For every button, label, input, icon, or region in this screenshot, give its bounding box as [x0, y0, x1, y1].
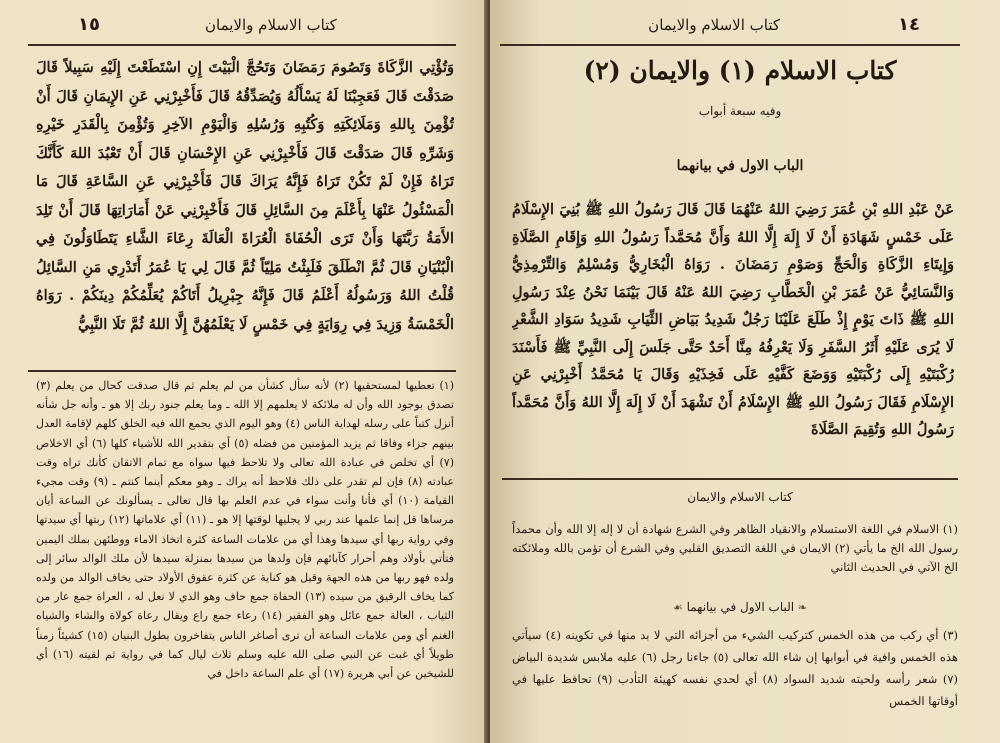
ornament-icon: ❧ [797, 601, 808, 614]
book-subtitle: وفيه سبعة أبواب [698, 104, 782, 118]
running-header: كتاب الاسلام والايمان [205, 16, 337, 34]
footnote-rule [28, 370, 456, 372]
footnote-rule [502, 478, 958, 480]
footnotes: (١) تعطيها لمستحقيها (٢) لأنه سأل كشأن من لم يعلم ثم قال صدقت كحال من يعلم (٣) تصدق بوجود الله وأن له ملائكة لا يعلمهم إلا الله ـ وما يعلم جنود ربك إلا هو ـ وأنه جل شأنه أنزل كتباً على رسله لهداية الناس (٤) وهو اليوم الذي يجمع الله فيه الخلق كلهم لإقامة العدل بينهم جزاء وفاقا ثم يزيد المؤمنين من فضله (٥) أي بتقدير الله للأشياء كلها (٦) أي الاخلاص (٧) أي تخلص في عبادة الله تعالى ولا تلاحظ فيها سواه مع تمام الاتقان كأنك تراه وقت عبادته (٨) فإن لم تقدر على ذلك فلاحظ أنه يراك ـ وهو معكم أينما كنتم ـ (٩) وقت مجيء القيامة (١٠) أي فأنا وأنت سواء في عدم العلم بها قال تعالى ـ يسألونك عن الساعة أيان مرساها قل إنما علمها عند ربي لا يجليها لوقتها إلا هو ـ (١١) أي علاماتها (١٢) ربتها أي سيدتها وفي رواية ربها أي سيدها وهذا أي من علامات الساعة كثرة اتخاذ الاماء ووطئهن بملك اليمين فتأتي بأولاد وهم أحرار كآبائهم فإن ولدها من سيدها بمنزلة سيدها لأن ملك الوالد سائر إلى ولده فهو ربها من هذه الجهة وقيل هو كناية عن كثرة عقوق الأولاد حتى يخاف الوالد من ولده كما يخاف الرقيق من سيده (١٣) الحفاة جمع حاف وهو الذي لا نعل له ، العراة جمع عار من الثياب ، العالة جمع عائل وهو الفقير (١٤) رعاء جمع راع ويقال رعاة كولاة والشاء والشياه الغنم أي ومن علامات الساعة أن ترى أصاغر الناس يتفاخرون بطول البنيان (١٥) كشيئاً زمناً طويلاً أي غبت عن النبي صلى الله عليه وسلم ثلاث ليال كما في رواية ثم لقيته (١٦) أي للشيخين عن أبي هريرة (١٧) أي علم الساعة داخل في [36, 379, 454, 681]
book-title: كتاب الاسلام (١) والايمان (٢) [583, 56, 897, 85]
footnotes-top: (١) الاسلام في اللغة الاستسلام والانقياد الظاهر وفي الشرع شهادة أن لا إله إلا الله وأن محمداً رسول الله الخ ما يأتي (٢) الايمان في اللغة التصديق القلبي وفي الشرع أن تؤمن بالله وملائكته الخ الآتي في الحديث الثاني [512, 522, 958, 574]
hadith-text: وَتُؤْتِي الزَّكَاةَ وَتَصُومَ رَمَضَانَ وَتَحُجَّ الْبَيْتَ إِنِ اسْتَطَعْتَ إِلَيْهِ سَبِيلاً قَالَ صَدَقْتَ قَالَ فَعَجِبْنَا لَهُ يَسْأَلُهُ وَيُصَدِّقُهُ قَالَ فَأَخْبِرْنِي عَنِ الإِيمَانِ قَالَ أَنْ تُؤْمِنَ بِاللهِ وَمَلَائِكَتِهِ وَكُتُبِهِ وَرُسُلِهِ وَالْيَوْمِ الآخِرِ وَتُؤْمِنَ بِالْقَدَرِ خَيْرِهِ وَشَرِّهِ قَالَ صَدَقْتَ قَالَ فَأَخْبِرْنِي عَنِ الإِحْسَانِ قَالَ أَنْ تَعْبُدَ اللهَ كَأَنَّكَ تَرَاهُ فَإِنْ لَمْ تَكُنْ تَرَاهُ فَإِنَّهُ يَرَاكَ قَالَ فَأَخْبِرْنِي عَنِ السَّاعَةِ قَالَ مَا الْمَسْئُولُ عَنْهَا بِأَعْلَمَ مِنَ السَّائِلِ قَالَ فَأَخْبِرْنِي عَنْ أَمَارَاتِهَا قَالَ أَنْ تَلِدَ الأَمَةُ رَبَّتَهَا وَأَنْ تَرَى الْحُفَاةَ الْعُرَاةَ الْعَالَةَ رِعَاءَ الشَّاءِ يَتَطَاوَلُونَ فِي الْبُنْيَانِ قَالَ ثُمَّ انْطَلَقَ فَلَبِثْتُ مَلِيّاً ثُمَّ قَالَ لِي يَا عُمَرُ أَتَدْرِي مَنِ السَّائِلُ قُلْتُ اللهُ وَرَسُولُهُ أَعْلَمُ قَالَ فَإِنَّهُ جِبْرِيلُ أَتَاكُمْ يُعَلِّمُكُمْ دِينَكُمْ . رَوَاهُ الْخَمْسَةُ وَزِيدَ فِي رِوَايَةٍ فِي خَمْسٍ لَا يَعْلَمُهُنَّ إِلَّا اللهُ ثُمَّ تَلَا النَّبِيُّ [36, 59, 454, 333]
page-number: ١٥ [78, 14, 100, 35]
right-page [490, 0, 1000, 743]
header-rule [28, 44, 456, 46]
chapter-heading: الباب الاول في بيانهما [676, 158, 804, 174]
footnotes-bottom: (٣) أي ركب من هذه الخمس كتركيب الشيء من أجزائه التي لا بد منها في تكوينه (٤) سيأتي هذه الخمس وافية في أبوابها إن شاء الله تعالى (٥) جاءنا رجل (٦) عليه ملابس شديدة البياض (٧) شعر رأسه ولحيته شديد السواد (٨) أي لحدي نفسه كهيئة التأدب (٩) تحافظ عليها في أوقاتها الخمس [512, 628, 958, 708]
left-page-header [30, 14, 450, 42]
running-header: كتاب الاسلام والايمان [648, 16, 780, 34]
notes-chapter-title: الباب الاول في بيانهما [686, 600, 795, 614]
right-page-header [510, 14, 980, 42]
notes-chapter-heading [520, 600, 960, 614]
header-rule [500, 44, 960, 46]
hadith-text: عَنْ عَبْدِ اللهِ بْنِ عُمَرَ رَضِيَ اللهُ عَنْهُمَا قَالَ قَالَ رَسُولُ اللهِ ﷺ بُنِيَ الإِسْلَامُ عَلَى خَمْسٍ شَهَادَةِ أَنْ لَا إِلَهَ إِلَّا اللهُ وَأَنَّ مُحَمَّداً رَسُولُ اللهِ وَإِقَامِ الصَّلَاةِ وَإِيتَاءِ الزَّكَاةِ وَالْحَجِّ وَصَوْمِ رَمَضَانَ . رَوَاهُ الْبُخَارِيُّ وَمُسْلِمٌ وَالتِّرْمِذِيُّ وَالنَّسَائِيُّ عَنْ عُمَرَ بْنِ الْخَطَّابِ رَضِيَ اللهُ عَنْهُ قَالَ بَيْنَمَا نَحْنُ عِنْدَ رَسُولِ اللهِ ﷺ ذَاتَ يَوْمٍ إِذْ طَلَعَ عَلَيْنَا رَجُلٌ شَدِيدُ بَيَاضِ الثِّيَابِ شَدِيدُ سَوَادِ الشَّعْرِ لَا يُرَى عَلَيْهِ أَثَرُ السَّفَرِ وَلَا يَعْرِفُهُ مِنَّا أَحَدٌ حَتَّى جَلَسَ إِلَى النَّبِيِّ ﷺ فَأَسْنَدَ رُكْبَتَيْهِ إِلَى رُكْبَتَيْهِ وَوَضَعَ كَفَّيْهِ عَلَى فَخِذَيْهِ وَقَالَ يَا مُحَمَّدُ أَخْبِرْنِي عَنِ الإِسْلَامِ فَقَالَ رَسُولُ اللهِ ﷺ الإِسْلَامُ أَنْ تَشْهَدَ أَنْ لَا إِلَهَ إِلَّا اللهُ وَأَنَّ مُحَمَّداً رَسُولُ اللهِ وَتُقِيمَ الصَّلَاةَ [512, 201, 954, 438]
notes-header: كتاب الاسلام والايمان [687, 490, 793, 504]
left-page [0, 0, 488, 743]
ornament-icon: ☙ [672, 601, 683, 614]
page-number: ١٤ [898, 14, 920, 35]
